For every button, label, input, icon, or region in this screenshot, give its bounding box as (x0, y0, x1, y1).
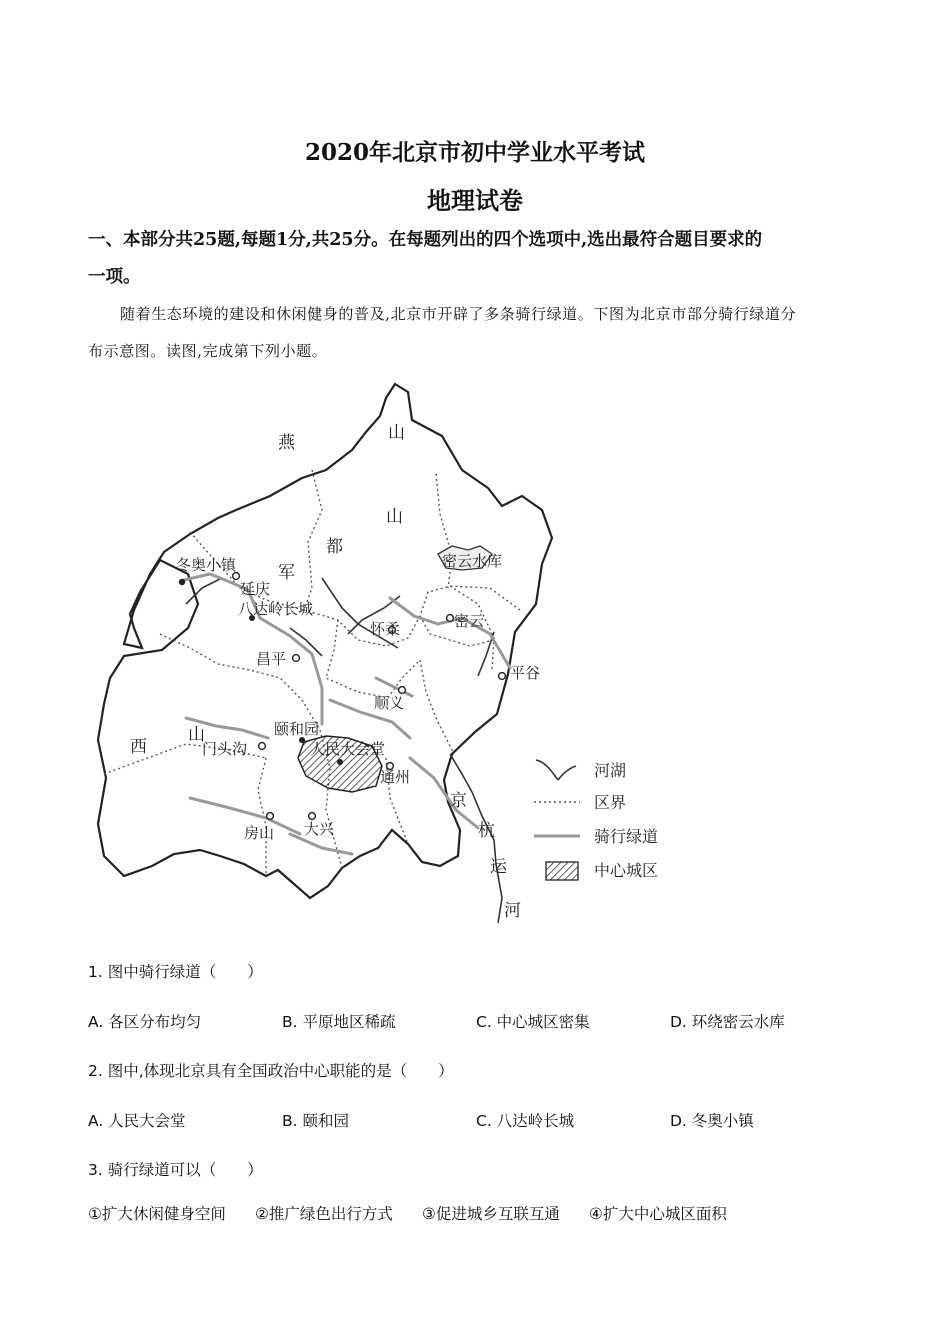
legend-river-symbol (536, 760, 576, 780)
map-label-changping: 昌平 (256, 650, 287, 668)
question-3-choice-3: ③促进城乡互联互通 (422, 1205, 560, 1223)
map-label-miyun-reservoir: 密云水库 (442, 552, 503, 570)
map-label-dongao: 冬奥小镇 (176, 556, 237, 574)
map-label-du: 都 (326, 537, 343, 557)
legend-center-label: 中心城区 (594, 861, 659, 880)
map-legend (534, 760, 658, 880)
question-2-option-d: D. 冬奥小镇 (670, 1112, 754, 1130)
legend-greenway-label: 骑行绿道 (594, 827, 659, 846)
question-2-option-c: C. 八达岭长城 (476, 1112, 575, 1130)
map-label-fangshan: 房山 (244, 824, 275, 842)
exam-title: 2020年北京市初中学业水平考试 (304, 139, 645, 166)
map-label-shan-1: 山 (388, 423, 405, 443)
map-label-huairou: 怀柔 (370, 620, 401, 638)
beijing-greenway-map (90, 378, 680, 930)
map-label-canal-he: 河 (504, 901, 521, 921)
intro-line2: 布示意图。读图,完成第下列小题。 (88, 342, 328, 360)
legend-center-symbol (546, 862, 578, 880)
map-label-daxing: 大兴 (304, 820, 335, 838)
question-1-option-b: B. 平原地区稀疏 (282, 1013, 396, 1031)
section-instruction-line2: 一项。 (88, 267, 141, 287)
question-3-choice-2: ②推广绿色出行方式 (255, 1205, 393, 1223)
question-3-choice-4: ④扩大中心城区面积 (589, 1205, 727, 1223)
map-label-canal-jing: 京 (450, 791, 467, 811)
map-label-canal-hang: 杭 (478, 821, 495, 841)
great-hall-marker (337, 759, 343, 765)
legend-boundary-label: 区界 (594, 793, 627, 812)
map-label-shunyi: 顺义 (374, 694, 405, 712)
daxing-marker (309, 813, 316, 820)
mentougou-marker (259, 743, 266, 750)
question-2-stem: 2. 图中,体现北京具有全国政治中心职能的是（ ） (88, 1062, 454, 1080)
map-label-jun: 军 (278, 563, 295, 583)
miyun-marker (447, 615, 454, 622)
question-1-option-a: A. 各区分布均匀 (88, 1013, 202, 1031)
map-label-shan-2: 山 (386, 507, 403, 527)
question-2-option-a: A. 人民大会堂 (88, 1112, 186, 1130)
map-label-tongzhou: 通州 (380, 768, 411, 786)
fangshan-marker (267, 813, 274, 820)
intro-line1: 随着生态环境的建设和休闲健身的普及,北京市开辟了多条骑行绿道。下图为北京市部分骑行绿道分 (120, 305, 797, 323)
map-label-mentougou: 门头沟 (202, 740, 248, 758)
pinggu-marker (499, 673, 506, 680)
map-label-shan-3: 山 (188, 725, 205, 745)
question-2-option-b: B. 颐和园 (282, 1112, 349, 1130)
map-label-badaling: 八达岭长城 (238, 600, 314, 618)
map-label-xi: 西 (130, 737, 147, 757)
dongao-town-marker (179, 579, 185, 585)
changping-marker (293, 655, 300, 662)
map-label-miyun: 密云 (454, 612, 485, 630)
map-label-yanqing: 延庆 (240, 580, 271, 598)
map-label-great-hall: 人民大会堂 (310, 740, 386, 758)
map-label-summer-palace: 颐和园 (274, 720, 320, 738)
question-1-stem: 1. 图中骑行绿道（ ） (88, 963, 263, 981)
map-label-pinggu: 平谷 (510, 664, 541, 682)
map-label-canal-yun: 运 (490, 857, 507, 877)
question-3-stem: 3. 骑行绿道可以（ ） (88, 1161, 263, 1179)
map-label-yan: 燕 (278, 433, 295, 453)
exam-subtitle: 地理试卷 (427, 186, 523, 215)
shunyi-marker (399, 687, 406, 694)
question-3-choice-1: ①扩大休闲健身空间 (88, 1205, 226, 1223)
intro-paragraph (88, 296, 858, 370)
legend-river-label: 河湖 (594, 761, 627, 780)
section-instruction-line1: 一、本部分共25题,每题1分,共25分。在每题列出的四个选项中,选出最符合题目要求的 (88, 230, 763, 250)
question-1-option-c: C. 中心城区密集 (476, 1013, 590, 1031)
section-instruction (88, 222, 858, 296)
question-1-option-d: D. 环绕密云水库 (670, 1013, 785, 1031)
